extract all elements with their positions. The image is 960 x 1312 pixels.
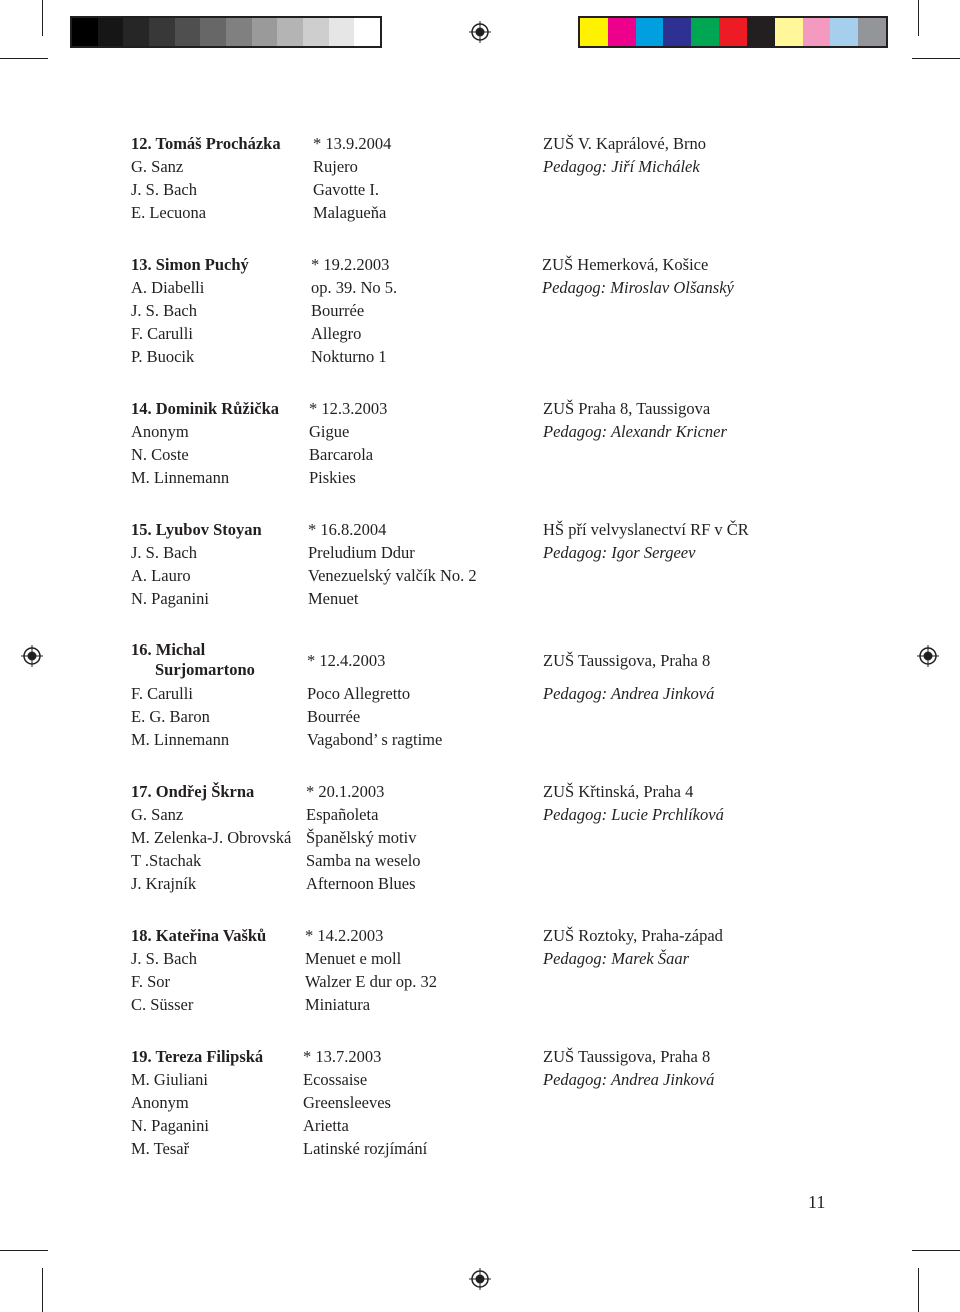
teacher: Pedagog: Igor Sergeev [543, 543, 696, 562]
competitor-entry [131, 518, 831, 610]
color-swatch [303, 18, 329, 46]
color-swatch [636, 18, 664, 46]
piece-title: Gigue [309, 422, 350, 441]
piece-title: Vagabond’ s ragtime [307, 730, 443, 749]
piece-title: Arietta [303, 1116, 349, 1135]
color-swatch [691, 18, 719, 46]
color-swatch [354, 18, 380, 46]
piece-title: Afternoon Blues [306, 874, 416, 893]
teacher: Pedagog: Marek Šaar [543, 949, 690, 968]
composer: T .Stachak [131, 851, 202, 870]
competitor-entry [131, 132, 831, 224]
color-swatch [123, 18, 149, 46]
color-swatch [98, 18, 124, 46]
composer: F. Carulli [131, 684, 193, 703]
birth-date: * 12.4.2003 [307, 651, 386, 670]
piece-title: Samba na weselo [306, 851, 421, 870]
piece-title: Rujero [313, 157, 358, 176]
composer: E. Lecuona [131, 203, 207, 222]
crop-mark [918, 1268, 919, 1312]
competitor-entry [131, 1045, 831, 1160]
composer: Anonym [131, 1093, 189, 1112]
color-swatch [858, 18, 886, 46]
registration-mark-icon [469, 21, 491, 43]
teacher: Pedagog: Andrea Jinková [543, 1070, 715, 1089]
competitor-entry [131, 924, 831, 1016]
competitor-entry [131, 397, 831, 489]
piece-title: Španělský motiv [306, 828, 417, 847]
color-swatch [226, 18, 252, 46]
teacher: Pedagog: Jiří Michálek [543, 157, 700, 176]
teacher: Pedagog: Miroslav Olšanský [542, 278, 734, 297]
teacher: Pedagog: Alexandr Kricner [543, 422, 727, 441]
piece-title: Gavotte I. [313, 180, 379, 199]
school: ZUŠ Taussigova, Praha 8 [543, 651, 711, 670]
color-swatch [608, 18, 636, 46]
crop-mark [42, 1268, 43, 1312]
piece-title: Miniatura [305, 995, 371, 1014]
school: ZUŠ Křtinská, Praha 4 [543, 782, 694, 801]
crop-mark [912, 58, 960, 59]
competitor-name-line2: Surjomartono [155, 660, 255, 679]
color-bar [578, 16, 888, 48]
composer: N. Paganini [131, 589, 209, 608]
birth-date: * 19.2.2003 [311, 255, 390, 274]
piece-title: Poco Allegretto [307, 684, 411, 703]
crop-mark [0, 1250, 48, 1251]
piece-title: Piskies [309, 468, 356, 487]
color-swatch [200, 18, 226, 46]
registration-mark-icon [917, 645, 939, 667]
piece-title: Greensleeves [303, 1093, 391, 1112]
composer: G. Sanz [131, 157, 184, 176]
competitor-name: 15. Lyubov Stoyan [131, 520, 262, 539]
registration-mark-icon [21, 645, 43, 667]
color-swatch [663, 18, 691, 46]
color-swatch [175, 18, 201, 46]
piece-title: Venezuelský valčík No. 2 [308, 566, 477, 585]
competitor-name: 17. Ondřej Škrna [131, 782, 255, 801]
composer: M. Linnemann [131, 730, 230, 749]
school: ZUŠ Hemerková, Košice [542, 255, 709, 274]
color-swatch [830, 18, 858, 46]
color-swatch [775, 18, 803, 46]
piece-title: Bourrée [307, 707, 361, 726]
piece-title: op. 39. No 5. [311, 278, 398, 297]
piece-title: Menuet e moll [305, 949, 402, 968]
composer: J. S. Bach [131, 180, 197, 199]
composer: N. Paganini [131, 1116, 209, 1135]
composer: M. Tesař [131, 1139, 190, 1158]
competitor-name: 14. Dominik Růžička [131, 399, 280, 418]
piece-title: Walzer E dur op. 32 [305, 972, 437, 991]
color-swatch [329, 18, 355, 46]
birth-date: * 16.8.2004 [308, 520, 387, 539]
composer: P. Buocik [131, 347, 195, 366]
registration-mark-icon [469, 1268, 491, 1290]
competitor-name: 19. Tereza Filipská [131, 1047, 264, 1066]
competitor-entry [131, 780, 831, 895]
color-swatch [747, 18, 775, 46]
school: ZUŠ V. Kaprálové, Brno [543, 134, 707, 153]
color-swatch [149, 18, 175, 46]
school: ZUŠ Taussigova, Praha 8 [543, 1047, 711, 1066]
piece-title: Barcarola [309, 445, 374, 464]
composer: J. S. Bach [131, 543, 197, 562]
school: ZUŠ Roztoky, Praha-západ [543, 926, 723, 945]
teacher: Pedagog: Lucie Prchlíková [543, 805, 724, 824]
competitor-name-line1: 16. Michal [131, 640, 206, 659]
birth-date: * 14.2.2003 [305, 926, 384, 945]
color-swatch [72, 18, 98, 46]
school: ZUŠ Praha 8, Taussigova [543, 399, 711, 418]
composer: F. Sor [131, 972, 171, 991]
piece-title: Menuet [308, 589, 359, 608]
grayscale-bar [70, 16, 382, 48]
birth-date: * 12.3.2003 [309, 399, 388, 418]
piece-title: Nokturno 1 [311, 347, 387, 366]
color-swatch [580, 18, 608, 46]
composer: E. G. Baron [131, 707, 210, 726]
competitor-name: 12. Tomáš Procházka [131, 134, 281, 153]
competitor-entry [131, 253, 831, 368]
piece-title: Bourrée [311, 301, 365, 320]
composer: J. S. Bach [131, 949, 197, 968]
birth-date: * 13.9.2004 [313, 134, 392, 153]
school: HŠ pří velvyslanectví RF v ČR [543, 520, 749, 539]
birth-date: * 13.7.2003 [303, 1047, 382, 1066]
competitor-entry [131, 640, 831, 751]
color-swatch [277, 18, 303, 46]
crop-mark [42, 0, 43, 36]
crop-mark [912, 1250, 960, 1251]
composer: M. Linnemann [131, 468, 230, 487]
color-swatch [719, 18, 747, 46]
teacher: Pedagog: Andrea Jinková [543, 684, 715, 703]
composer: M. Giuliani [131, 1070, 208, 1089]
composer: M. Zelenka-J. Obrovská [131, 828, 292, 847]
composer: A. Diabelli [131, 278, 205, 297]
piece-title: Españoleta [306, 805, 379, 824]
color-swatch [803, 18, 831, 46]
composer: Anonym [131, 422, 189, 441]
crop-mark [0, 58, 48, 59]
composer: G. Sanz [131, 805, 184, 824]
page-number: 11 [808, 1192, 826, 1212]
composer: A. Lauro [131, 566, 191, 585]
crop-mark [918, 0, 919, 36]
competitor-name: 18. Kateřina Vašků [131, 926, 267, 945]
composer: J. S. Bach [131, 301, 197, 320]
composer: F. Carulli [131, 324, 193, 343]
piece-title: Latinské rozjímání [303, 1139, 428, 1158]
composer: N. Coste [131, 445, 189, 464]
color-swatch [252, 18, 278, 46]
piece-title: Ecossaise [303, 1070, 368, 1089]
piece-title: Malagueňa [313, 203, 387, 222]
composer: J. Krajník [131, 874, 197, 893]
piece-title: Allegro [311, 324, 362, 343]
piece-title: Preludium Ddur [308, 543, 415, 562]
competitor-name: 13. Simon Puchý [131, 255, 249, 274]
composer: C. Süsser [131, 995, 194, 1014]
birth-date: * 20.1.2003 [306, 782, 385, 801]
